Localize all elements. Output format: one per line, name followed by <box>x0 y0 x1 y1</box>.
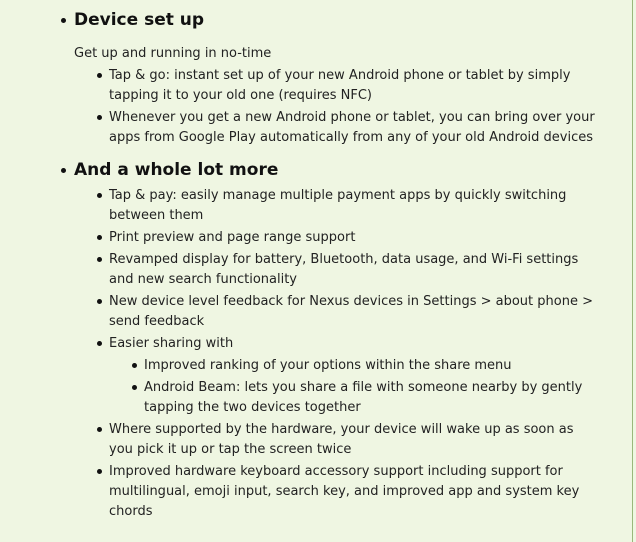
sharing-sublist <box>144 356 596 418</box>
bullet-icon <box>97 469 102 474</box>
list-item-text: Improved hardware keyboard accessory support including support for multilingual, emoji input, search key, and improved app and system key chords <box>109 464 580 519</box>
list-item-text: Tap & pay: easily manage multiple payment apps by quickly switching between them <box>109 188 567 223</box>
release-notes <box>56 8 596 524</box>
bullet-icon <box>61 18 66 23</box>
section-title-whole-lot-more <box>56 158 596 182</box>
bullet-icon <box>97 235 102 240</box>
bullet-icon <box>61 168 66 173</box>
list-item <box>109 250 596 290</box>
bullet-icon <box>97 341 102 346</box>
list-item <box>109 420 596 460</box>
list-item <box>109 292 596 332</box>
list-item-text: Whenever you get a new Android phone or tablet, you can bring over your apps from Google Play automatically from any of your old Android devices <box>109 110 595 145</box>
list-item-text: Revamped display for battery, Bluetooth, data usage, and Wi-Fi settings and new search functionality <box>109 252 579 287</box>
list-item <box>109 108 596 148</box>
list-item-text: Print preview and page range support <box>109 230 356 245</box>
list-item-text: Easier sharing with <box>109 336 234 351</box>
section-intro: Get up and running in no-time <box>74 46 272 61</box>
sub-list-item-text: Improved ranking of your options within the share menu <box>144 358 512 373</box>
bullet-icon <box>97 257 102 262</box>
bullet-icon <box>97 193 102 198</box>
bullet-icon <box>132 385 137 390</box>
list-item-text: Tap & go: instant set up of your new Android phone or tablet by simply tapping it to your old one (requires NFC) <box>109 68 571 103</box>
bullet-icon <box>97 73 102 78</box>
sub-list-item-text: Android Beam: lets you share a file with someone nearby by gently tapping the two devices together <box>144 380 583 415</box>
bullet-icon <box>132 363 137 368</box>
more-features-list <box>109 186 596 522</box>
section-title-device-setup <box>56 8 596 32</box>
list-item <box>109 334 596 418</box>
bullet-icon <box>97 299 102 304</box>
section-title-text: Device set up <box>74 10 205 30</box>
list-item <box>109 462 596 522</box>
sub-list-item <box>144 356 596 376</box>
bullet-icon <box>97 427 102 432</box>
list-item <box>109 66 596 106</box>
sub-list-item <box>144 378 596 418</box>
section-title-text: And a whole lot more <box>74 160 279 180</box>
device-setup-list <box>109 66 596 148</box>
list-item <box>109 228 596 248</box>
list-item <box>109 186 596 226</box>
list-item-text: New device level feedback for Nexus devices in Settings > about phone > send feedback <box>109 294 593 329</box>
bullet-icon <box>97 115 102 120</box>
list-item-text: Where supported by the hardware, your device will wake up as soon as you pick it up or tap the screen twice <box>109 422 574 457</box>
